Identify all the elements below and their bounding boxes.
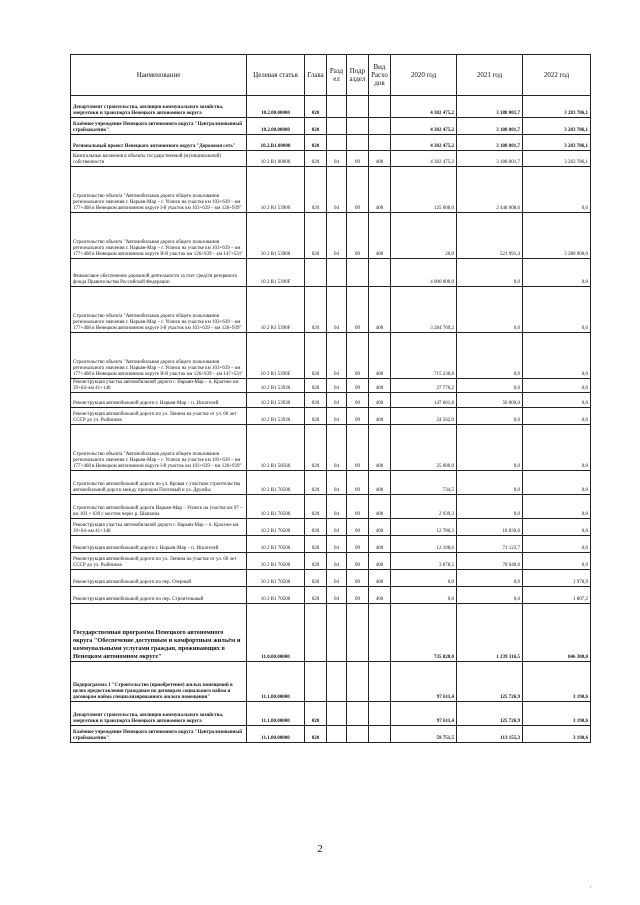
- cell-2020: 25 000,0: [391, 425, 457, 471]
- cell-podrazdel: 09: [347, 587, 369, 604]
- cell-vid: [369, 96, 391, 118]
- cell-2022: 3 190,6: [523, 726, 591, 743]
- cell-2020: 2 939,3: [391, 495, 457, 519]
- cell-code: 10 2 R1 70500: [247, 519, 305, 536]
- cell-vid: 400: [369, 519, 391, 536]
- header-vid: Вид Расхо дов: [369, 55, 391, 96]
- cell-2021: 3 188 001,7: [457, 118, 523, 135]
- table-row: [71, 471, 591, 495]
- table-row: [71, 726, 591, 743]
- cell-podrazdel: 09: [347, 167, 369, 213]
- cell-podrazdel: 09: [347, 333, 369, 379]
- cell-podrazdel: 09: [347, 393, 369, 408]
- cell-razdel: 04: [327, 425, 347, 471]
- cell-2020: 734,5: [391, 471, 457, 495]
- cell-glava: 020: [305, 570, 327, 587]
- cell-2020: 4 382 475,2: [391, 118, 457, 135]
- cell-2021: 0,0: [457, 259, 523, 287]
- cell-vid: 400: [369, 495, 391, 519]
- header-2020: 2020 год: [391, 55, 457, 96]
- table-row: [71, 333, 591, 379]
- cell-glava: 020: [305, 726, 327, 743]
- cell-podrazdel: 09: [347, 471, 369, 495]
- table-row: [71, 408, 591, 425]
- cell-name: Региональный проект Ненецкого автономного округа "Дорожная сеть": [71, 135, 247, 151]
- cell-podrazdel: 09: [347, 408, 369, 425]
- cell-code: 10 2 R1 70500: [247, 570, 305, 587]
- cell-name: Реконструкция автомобильной дороги г. Нарьян-Мар – п. Искателей: [71, 536, 247, 553]
- cell-code: 10 2 R1 5390F: [247, 259, 305, 287]
- cell-podrazdel: 09: [347, 151, 369, 167]
- cell-2022: 0,0: [523, 408, 591, 425]
- cell-code: 10 2 R1 53930: [247, 408, 305, 425]
- cell-podrazdel: 09: [347, 287, 369, 333]
- cell-2021: 125 726,9: [457, 702, 523, 726]
- cell-name: Реконструкция участка автомобильной дороги г. Нарьян-Мар – п. Красное км 39+64–км 41+148: [71, 379, 247, 393]
- cell-code: 10 2 R1 70500: [247, 587, 305, 604]
- table-row: [71, 287, 591, 333]
- cell-2021: 0,0: [457, 287, 523, 333]
- cell-vid: 400: [369, 167, 391, 213]
- cell-glava: 020: [305, 118, 327, 135]
- header-glava: Глава: [305, 55, 327, 96]
- cell-2021: 0,0: [457, 333, 523, 379]
- cell-vid: 400: [369, 408, 391, 425]
- cell-vid: 400: [369, 287, 391, 333]
- cell-vid: 400: [369, 425, 391, 471]
- header-name: Наименование: [71, 55, 247, 96]
- cell-name: Строительство объекта "Автомобильная дорога общего пользования регионального значения г. Нарьян-Мар – г. Усинск на участке км 103+639 – км 177+468 в Ненецком автономном округе I-й участок км 103+639 – км 126+939": [71, 167, 247, 213]
- cell-2022: 0,0: [523, 259, 591, 287]
- cell-code: 10 2 R1 70500: [247, 553, 305, 570]
- cell-2020: 4 382 475,2: [391, 96, 457, 118]
- cell-2020: 125 008,0: [391, 167, 457, 213]
- cell-2022: 0,0: [523, 287, 591, 333]
- cell-code: 10 2 R1 53930: [247, 393, 305, 408]
- cell-name: Департамент строительства, жилищно-коммунального хозяйства, энергетики и транспорта Ненецкого автономного округа: [71, 96, 247, 118]
- cell-razdel: [327, 702, 347, 726]
- cell-glava: 020: [305, 379, 327, 393]
- cell-podrazdel: [347, 726, 369, 743]
- cell-2022: 1 807,2: [523, 587, 591, 604]
- cell-razdel: 04: [327, 408, 347, 425]
- cell-glava: 020: [305, 151, 327, 167]
- cell-code: 11.1.00.00000: [247, 662, 305, 702]
- cell-2021: 0,0: [457, 587, 523, 604]
- cell-razdel: [327, 604, 347, 662]
- cell-code: 10.2.00.00000: [247, 118, 305, 135]
- table-row: [71, 519, 591, 536]
- footer-mark: ': [590, 886, 592, 892]
- cell-name: Строительство объекта "Автомобильная дорога общего пользования регионального значения г. Нарьян-Мар – г. Усинск на участке км 103+639 – км 177+468 в Ненецком автономном округе I-й участок км 103+639 – км 126+939": [71, 425, 247, 471]
- cell-2020: 12 108,6: [391, 536, 457, 553]
- cell-2020: 3 284 769,2: [391, 287, 457, 333]
- cell-glava: [305, 604, 327, 662]
- cell-2021: 0,0: [457, 495, 523, 519]
- table-body: [71, 96, 591, 743]
- cell-2022: 3 283 786,1: [523, 118, 591, 135]
- cell-code: 11.1.00.00000: [247, 726, 305, 743]
- cell-2022: 0,0: [523, 471, 591, 495]
- header-podrazdel: Подр аздел: [347, 55, 369, 96]
- cell-razdel: 04: [327, 167, 347, 213]
- cell-name: Подпрограмма 1 "Строительство (приобретение) жилых помещений в целях предоставления гражданам по договорам социального найма и договорам найма специализированного жилого помещения": [71, 662, 247, 702]
- cell-2022: 0,0: [523, 495, 591, 519]
- cell-name: Реконструкция автомобильной дороги по пер. Строительный: [71, 587, 247, 604]
- cell-razdel: 04: [327, 333, 347, 379]
- cell-name: Реконструкция автомобильной дороги по ул. Ленина на участке от ул. 60 лет СССР до ул. Рыбников: [71, 408, 247, 425]
- cell-razdel: 04: [327, 536, 347, 553]
- table-row: [71, 587, 591, 604]
- cell-vid: [369, 259, 391, 287]
- cell-2021: 113 155,3: [457, 726, 523, 743]
- cell-podrazdel: [347, 259, 369, 287]
- cell-glava: 020: [305, 213, 327, 259]
- cell-2020: 0,0: [391, 587, 457, 604]
- cell-glava: 020: [305, 702, 327, 726]
- cell-2022: 3 280 000,0: [523, 213, 591, 259]
- cell-code: 10 2 R1 53900: [247, 167, 305, 213]
- cell-glava: 020: [305, 495, 327, 519]
- cell-code: 10.2.00.00000: [247, 96, 305, 118]
- cell-razdel: [327, 135, 347, 151]
- cell-podrazdel: 09: [347, 553, 369, 570]
- cell-2021: 0,0: [457, 471, 523, 495]
- cell-razdel: 04: [327, 213, 347, 259]
- table-row: [71, 151, 591, 167]
- cell-2022: 1 978,9: [523, 570, 591, 587]
- cell-name: Департамент строительства, жилищно-коммунального хозяйства, энергетики и транспорта Ненецкого автономного округа: [71, 702, 247, 726]
- cell-2020: 4 382 475,2: [391, 151, 457, 167]
- cell-glava: 020: [305, 393, 327, 408]
- cell-podrazdel: [347, 662, 369, 702]
- cell-razdel: 04: [327, 587, 347, 604]
- cell-2022: 0,0: [523, 379, 591, 393]
- cell-podrazdel: 09: [347, 425, 369, 471]
- cell-2022: 0,0: [523, 333, 591, 379]
- cell-vid: 400: [369, 570, 391, 587]
- cell-2021: 2 448 008,6: [457, 167, 523, 213]
- cell-podrazdel: [347, 118, 369, 135]
- table-row: [71, 379, 591, 393]
- cell-2021: 0,0: [457, 570, 523, 587]
- cell-name: Казённое учреждение Ненецкого автономного округа "Централизованный стройзаказчик": [71, 726, 247, 743]
- cell-2021: 521 991,4: [457, 213, 523, 259]
- cell-name: Реконструкция автомобильной дороги по пер. Озерный: [71, 570, 247, 587]
- table-row: [71, 536, 591, 553]
- cell-code: 10.2.R1.00000: [247, 135, 305, 151]
- cell-2020: 4 382 475,2: [391, 135, 457, 151]
- cell-name: Строительство автомобильной дороги по ул. Яровая с участком строительства автомобильной дороги между проездом Почтовый и ул. Дружбы: [71, 471, 247, 495]
- cell-2020: 12 786,3: [391, 519, 457, 536]
- cell-2020: 27 776,2: [391, 379, 457, 393]
- cell-vid: 400: [369, 553, 391, 570]
- cell-razdel: 04: [327, 495, 347, 519]
- cell-glava: 020: [305, 135, 327, 151]
- cell-razdel: [327, 96, 347, 118]
- cell-name: Государственная программа Ненецкого автономного округа "Обеспечение доступным и комфортным жильём и коммунальными услугами граждан, проживающих в Ненецком автономном округе": [71, 604, 247, 662]
- cell-name: Капитальные вложения в объекты государственной (муниципальной) собственности: [71, 151, 247, 167]
- cell-code: 10 2 R1 5390F: [247, 287, 305, 333]
- cell-vid: [369, 662, 391, 702]
- cell-podrazdel: [347, 96, 369, 118]
- cell-razdel: 04: [327, 553, 347, 570]
- cell-vid: 400: [369, 213, 391, 259]
- cell-razdel: 04: [327, 379, 347, 393]
- cell-2021: 71 123,7: [457, 536, 523, 553]
- cell-2020: 0,0: [391, 570, 457, 587]
- cell-2022: 846 308,0: [523, 604, 591, 662]
- cell-glava: 020: [305, 553, 327, 570]
- table-row: [71, 662, 591, 702]
- cell-vid: 400: [369, 536, 391, 553]
- table-row: [71, 135, 591, 151]
- cell-2022: 3 190,6: [523, 662, 591, 702]
- cell-razdel: 04: [327, 570, 347, 587]
- cell-code: 11.0.00.00000: [247, 604, 305, 662]
- cell-2021: 3 188 001,7: [457, 135, 523, 151]
- cell-code: 10 2 R1 00000: [247, 151, 305, 167]
- cell-code: 10 2 R1 70500: [247, 536, 305, 553]
- cell-2021: 3 188 001,7: [457, 96, 523, 118]
- cell-2021: 125 726,9: [457, 662, 523, 702]
- cell-podrazdel: 09: [347, 536, 369, 553]
- cell-name: Финансовое обеспечение дорожной деятельности за счет средств резервного фонда Правительства Российской Федерации: [71, 259, 247, 287]
- cell-name: Реконструкция автомобильной дороги по ул. Ленина на участке от ул. 60 лет СССР до ул. Рыбников: [71, 553, 247, 570]
- cell-vid: 400: [369, 393, 391, 408]
- table-row: [71, 213, 591, 259]
- cell-2020: 97 611,4: [391, 662, 457, 702]
- cell-2022: 0,0: [523, 519, 591, 536]
- cell-vid: 400: [369, 471, 391, 495]
- cell-2022: 3 283 786,1: [523, 135, 591, 151]
- table-row: [71, 96, 591, 118]
- cell-code: 10 2 R1 58560: [247, 425, 305, 471]
- cell-2020: 147 661,8: [391, 393, 457, 408]
- cell-glava: 020: [305, 471, 327, 495]
- cell-glava: 020: [305, 333, 327, 379]
- cell-name: Строительство объекта "Автомобильная дорога общего пользования регионального значения г. Нарьян-Мар – г. Усинск на участке км 103+639 – км 177+468 в Ненецком автономном округе II-й участок км 126+939 – км 147+531": [71, 213, 247, 259]
- cell-glava: 020: [305, 96, 327, 118]
- cell-name: Строительство автомобильной дороги Нарьян-Мар – Усинск на участке км 97 – км 103 + 639 с мостом через р. Шапкина: [71, 495, 247, 519]
- cell-2020: 715 230,8: [391, 333, 457, 379]
- cell-glava: 020: [305, 287, 327, 333]
- cell-2021: 0,0: [457, 425, 523, 471]
- cell-glava: 020: [305, 408, 327, 425]
- cell-2021: 1 239 316,5: [457, 604, 523, 662]
- cell-glava: 020: [305, 587, 327, 604]
- cell-2020: 97 611,4: [391, 702, 457, 726]
- cell-code: 11.1.00.00000: [247, 702, 305, 726]
- cell-razdel: 04: [327, 471, 347, 495]
- cell-vid: [369, 135, 391, 151]
- cell-2021: 0,0: [457, 408, 523, 425]
- header-2022: 2022 год: [523, 55, 591, 96]
- table-row: [71, 495, 591, 519]
- cell-2022: 0,0: [523, 167, 591, 213]
- cell-2021: 0,0: [457, 379, 523, 393]
- table-row: [71, 259, 591, 287]
- cell-glava: 020: [305, 167, 327, 213]
- table-header-row: [71, 55, 591, 96]
- table-row: [71, 393, 591, 408]
- cell-2020: 4 000 000,0: [391, 259, 457, 287]
- cell-podrazdel: [347, 135, 369, 151]
- cell-2020: 20,0: [391, 213, 457, 259]
- cell-2020: 735 820,0: [391, 604, 457, 662]
- cell-razdel: [327, 259, 347, 287]
- cell-podrazdel: 09: [347, 379, 369, 393]
- cell-name: Реконструкция автомобильной дороги г. Нарьян-Мар – п. Искателей: [71, 393, 247, 408]
- cell-2022: 0,0: [523, 393, 591, 408]
- cell-glava: 020: [305, 536, 327, 553]
- cell-2021: 3 188 001,7: [457, 151, 523, 167]
- cell-2022: 3 283 786,1: [523, 96, 591, 118]
- cell-razdel: 04: [327, 393, 347, 408]
- cell-2022: 0,0: [523, 425, 591, 471]
- cell-code: 10 2 R1 5390F: [247, 333, 305, 379]
- cell-razdel: [327, 662, 347, 702]
- cell-vid: [369, 702, 391, 726]
- cell-razdel: [327, 118, 347, 135]
- cell-2022: 3 283 786,1: [523, 151, 591, 167]
- cell-podrazdel: 09: [347, 495, 369, 519]
- budget-table: [70, 54, 591, 743]
- cell-2020: 3 878,5: [391, 553, 457, 570]
- cell-vid: 400: [369, 151, 391, 167]
- header-razdel: Разд ел: [327, 55, 347, 96]
- cell-glava: 020: [305, 519, 327, 536]
- cell-name: Реконструкция участка автомобильной дороги г. Нарьян-Мар – п. Красное км 39+64–км 41+148: [71, 519, 247, 536]
- cell-vid: [369, 726, 391, 743]
- cell-code: 10 2 R1 70500: [247, 495, 305, 519]
- cell-2021: 18 839,0: [457, 519, 523, 536]
- cell-razdel: 04: [327, 287, 347, 333]
- cell-2020: 59 751,5: [391, 726, 457, 743]
- cell-podrazdel: 09: [347, 213, 369, 259]
- cell-2020: 24 562,0: [391, 408, 457, 425]
- table-row: [71, 425, 591, 471]
- cell-vid: [369, 604, 391, 662]
- table-row: [71, 118, 591, 135]
- cell-podrazdel: [347, 604, 369, 662]
- cell-vid: [369, 118, 391, 135]
- cell-code: 10 2 R1 53930: [247, 379, 305, 393]
- table-row: [71, 604, 591, 662]
- cell-glava: 020: [305, 425, 327, 471]
- header-code: Целевая статья: [247, 55, 305, 96]
- cell-2022: 0,0: [523, 553, 591, 570]
- cell-razdel: 04: [327, 151, 347, 167]
- cell-razdel: [327, 726, 347, 743]
- cell-glava: [305, 662, 327, 702]
- page-number: 2: [317, 843, 323, 855]
- cell-glava: [305, 259, 327, 287]
- table-row: [71, 553, 591, 570]
- cell-podrazdel: 09: [347, 519, 369, 536]
- table-row: [71, 167, 591, 213]
- cell-podrazdel: 09: [347, 570, 369, 587]
- cell-2021: 78 040,0: [457, 553, 523, 570]
- cell-2022: 0,0: [523, 536, 591, 553]
- cell-name: Строительство объекта "Автомобильная дорога общего пользования регионального значения г. Нарьян-Мар – г. Усинск на участке км 103+639 – км 177+468 в Ненецком автономном округе I-й участок км 103+639 – км 126+939": [71, 287, 247, 333]
- cell-code: 10 2 R1 53900: [247, 213, 305, 259]
- cell-name: Казённое учреждение Ненецкого автономного округа "Централизованный стройзаказчик": [71, 118, 247, 135]
- cell-vid: 400: [369, 587, 391, 604]
- cell-vid: 400: [369, 333, 391, 379]
- table-row: [71, 570, 591, 587]
- cell-code: 10 2 R1 70500: [247, 471, 305, 495]
- header-2021: 2021 год: [457, 55, 523, 96]
- cell-razdel: 04: [327, 519, 347, 536]
- cell-podrazdel: [347, 702, 369, 726]
- cell-vid: 400: [369, 379, 391, 393]
- cell-name: Строительство объекта "Автомобильная дорога общего пользования регионального значения г. Нарьян-Мар – г. Усинск на участке км 103+639 – км 177+468 в Ненецком автономном округе II-й участок км 126+939 – км 147+531": [71, 333, 247, 379]
- cell-2022: 3 190,6: [523, 702, 591, 726]
- table-row: [71, 702, 591, 726]
- cell-2021: 50 000,0: [457, 393, 523, 408]
